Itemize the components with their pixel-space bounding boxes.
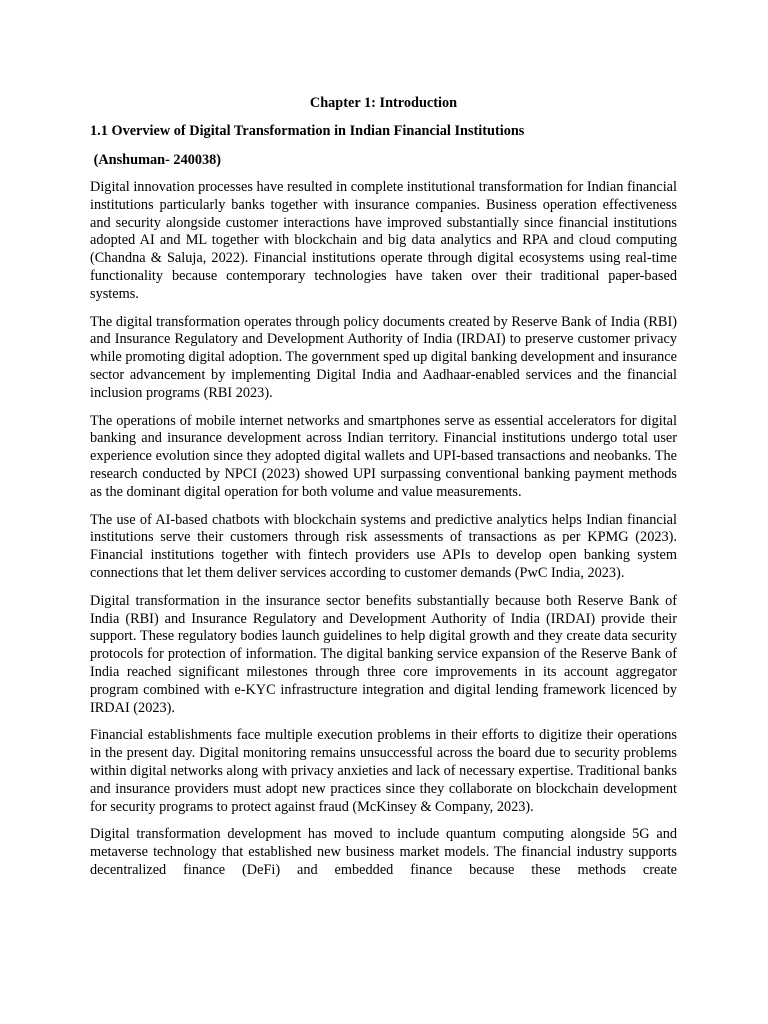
- paragraph-2: The digital transformation operates through policy documents created by Reserve Bank of India (RBI) and Insurance Regulatory and Development Authority of India (IRDAI) to preserve customer privacy while promoting digital adoption. The government sped up digital banking development and insurance sector advancement by implementing Digital India and Aadhaar-enabled services and the financial inclusion programs (RBI 2023).: [90, 313, 677, 401]
- paragraph-4: The use of AI-based chatbots with blockchain systems and predictive analytics helps Indian financial institutions serve their customers through risk assessments of transactions as per KPMG (2023). Financial institutions together with fintech providers use APIs to develop open banking system connections that let them deliver services according to customer demands (PwC India, 2023).: [90, 511, 677, 581]
- chapter-title: Chapter 1: Introduction: [309, 95, 458, 111]
- section-heading: 1.1 Overview of Digital Transformation in Indian Financial Institutions: [90, 123, 525, 139]
- paragraph-3: The operations of mobile internet networks and smartphones serve as essential accelerators for digital banking and insurance development across Indian territory. Financial institutions undergo total user experience evolution since they adopted digital wallets and UPI-based transactions and neobanks. The research conducted by NPCI (2023) showed UPI surpassing conventional banking payment methods as the dominant digital operation for both volume and value measurements.: [90, 412, 677, 500]
- paragraph-1: Digital innovation processes have resulted in complete institutional transformation for Indian financial institutions particularly banks together with insurance companies. Business operation effectiveness and security alongside customer interactions have improved substantially since financial institutions adopted AI and ML together with blockchain and big data analytics and RPA and cloud computing (Chandna & Saluja, 2022). Financial institutions operate through digital ecosystems using real-time functionality because contemporary technologies have taken over their traditional paper-based systems.: [90, 179, 677, 302]
- author-line: (Anshuman- 240038): [90, 152, 222, 168]
- document-page: [90, 94, 677, 890]
- paragraph-6: Financial establishments face multiple execution problems in their efforts to digitize their operations in the present day. Digital monitoring remains unsuccessful across the board due to security problems within digital networks along with privacy anxieties and lack of necessary expertise. Traditional banks and insurance providers must adopt new practices since they collaborate on blockchain development for security programs to protect against fraud (McKinsey & Company, 2023).: [90, 727, 677, 815]
- paragraph-7: Digital transformation development has moved to include quantum computing alongside 5G and metaverse technology that established new business market models. The financial industry supports decentralized finance (DeFi) and embedded finance because these methods create: [90, 826, 677, 878]
- paragraph-5: Digital transformation in the insurance sector benefits substantially because both Reserve Bank of India (RBI) and Insurance Regulatory and Development Authority of India (IRDAI) provide their support. These regulatory bodies launch guidelines to help digital growth and they create data security protocols for protection of information. The digital banking service expansion of the Reserve Bank of India reached significant milestones through three core improvements in its account aggregator program combined with e-KYC infrastructure integration and digital lending framework licenced by IRDAI (2023).: [90, 592, 677, 716]
